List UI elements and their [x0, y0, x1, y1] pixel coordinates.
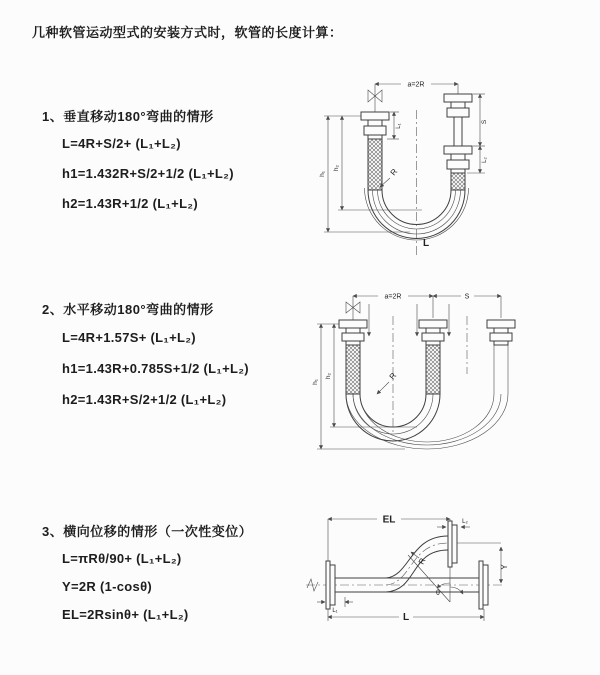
dim-label-l2: L₂ [462, 519, 468, 525]
left-hose-braid [346, 345, 360, 394]
dim-label-h2: h₂ [325, 372, 332, 380]
dim-label-l: L [402, 612, 410, 623]
hose-s-curve [386, 536, 448, 592]
diagram-lateral-displacement [298, 505, 598, 655]
dim-label-y: Y [500, 564, 509, 570]
dimension-s [473, 94, 488, 146]
section-3-formula-el: EL=2Rsinθ+ (L₁+L₂) [62, 607, 189, 622]
section-3-formula-l: L=πRθ/90+ (L₁+L₂) [62, 551, 182, 566]
middle-hose-braid [426, 345, 440, 394]
dim-label-a2r: a=2R [407, 81, 425, 89]
page-title: 几种软管运动型式的安装方式时，软管的长度计算： [32, 25, 343, 40]
dim-label-l2: L₂ [482, 157, 488, 163]
hose-straight-position [335, 578, 479, 592]
dimension-s [433, 292, 501, 319]
right-fitting [444, 94, 472, 173]
section-2-formula-h2: h2=1.43R+S/2+1/2 (L₁+L₂) [62, 392, 227, 407]
left-fitting [361, 112, 389, 139]
section-2-formula-h1: h1=1.43R+0.785S+1/2 (L₁+L₂) [62, 361, 249, 376]
dim-label-s: S [481, 119, 488, 125]
hose-u-bend-shifted [346, 394, 508, 449]
pipe-break-mark [307, 579, 318, 591]
dim-label-h2: h₂ [333, 164, 340, 172]
section-1-formula-l: L=4R+S/2+ (L₁+L₂) [62, 136, 181, 151]
right-fitting [487, 320, 515, 394]
dim-label-l1: L₁ [332, 608, 338, 614]
dim-label-l: L [422, 238, 430, 249]
dimension-y [500, 547, 509, 583]
section-2-heading: 2、水平移动180°弯曲的情形 [42, 302, 214, 317]
right-hose-braid [451, 173, 465, 190]
dimension-span [353, 292, 433, 301]
dim-label-s: S [464, 293, 470, 301]
radius-callout [380, 167, 399, 187]
section-3-formula-y: Y=2R (1-cosθ) [62, 579, 153, 594]
dimension-h2 [325, 324, 417, 427]
diagram-horizontal-180-bend [305, 282, 595, 462]
radius-callout [377, 371, 398, 394]
section-1-heading: 1、垂直移动180°弯曲的情形 [42, 109, 214, 124]
dim-label-r: R [388, 167, 400, 178]
section-1-formula-h1: h1=1.432R+S/2+1/2 (L₁+L₂) [62, 166, 234, 181]
dim-label-l1: L₁ [396, 123, 402, 129]
radius-callout [411, 552, 428, 566]
dimension-l [328, 609, 484, 623]
valve-icon [346, 296, 360, 320]
diagram-vertical-180-bend [310, 70, 590, 260]
valve-icon [368, 84, 382, 112]
section-2-formula-l: L=4R+1.57S+ (L₁+L₂) [62, 330, 196, 345]
middle-fitting [419, 320, 447, 345]
left-hose-braid [368, 139, 382, 190]
dim-label-el: EL [382, 514, 396, 526]
angle-label-theta: θ [436, 590, 440, 597]
dim-label-r: R [387, 371, 399, 382]
dim-label-h1: h₁ [319, 171, 326, 177]
dim-label-r: R [416, 556, 428, 566]
dim-label-a2r: a=2R [384, 293, 402, 301]
left-fitting [339, 320, 367, 345]
lower-right-flange [479, 561, 488, 609]
upper-right-flange [448, 521, 501, 567]
dim-label-h1: h₁ [312, 379, 319, 385]
section-3-heading: 3、横向位移的情形（一次性变位） [42, 524, 253, 539]
dimension-span [375, 80, 458, 95]
section-1-formula-h2: h2=1.43R+1/2 (L₁+L₂) [62, 196, 199, 211]
left-flange [326, 561, 335, 609]
